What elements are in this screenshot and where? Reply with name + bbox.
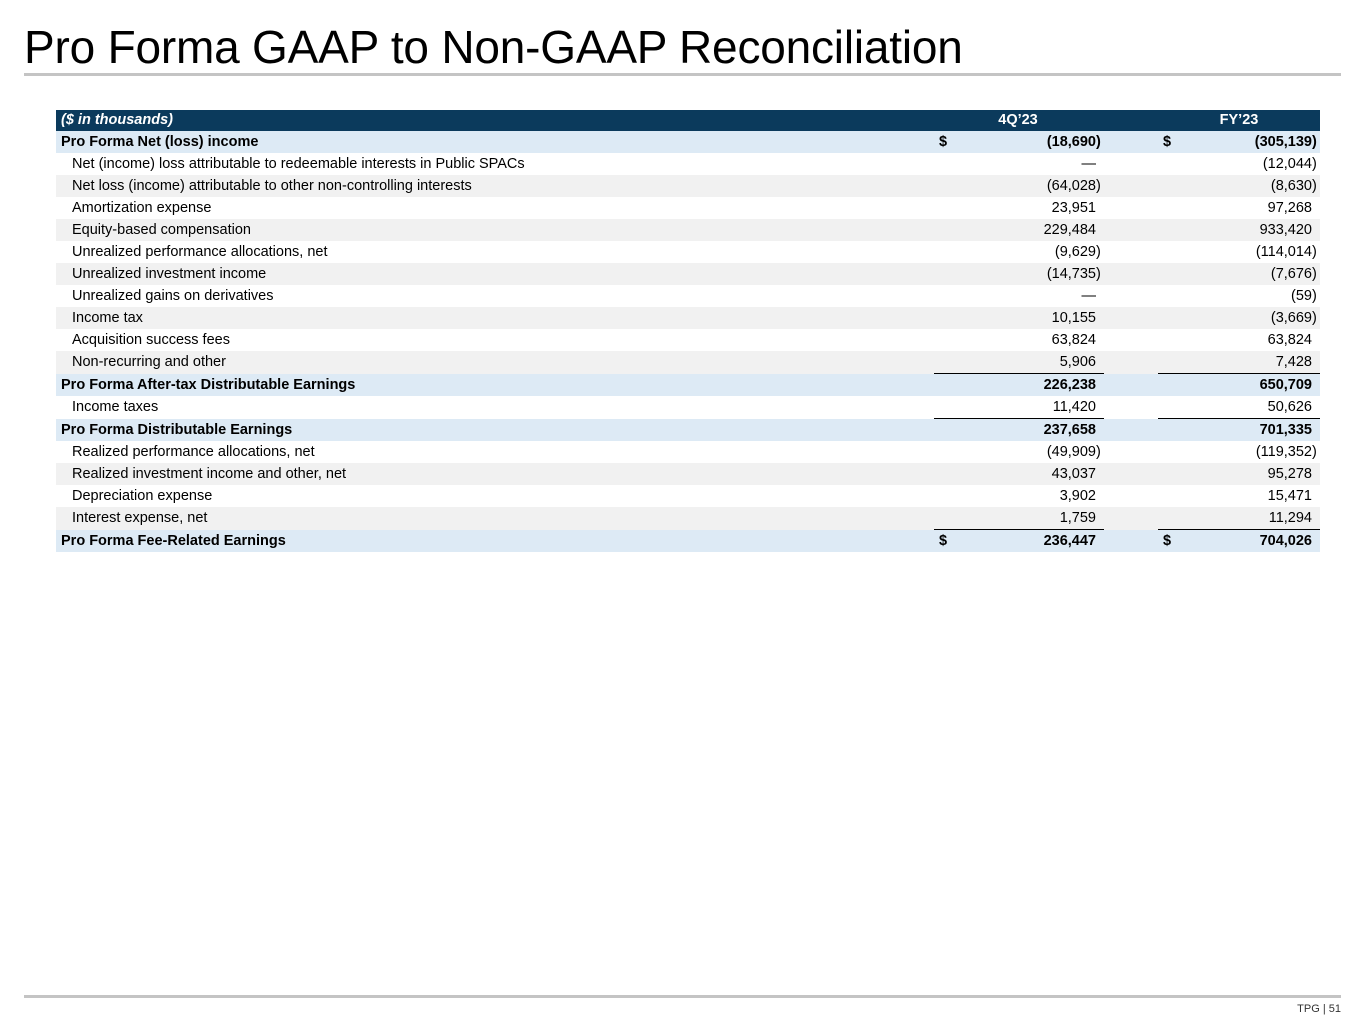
value-4q23: 10,155 xyxy=(1051,310,1096,326)
value-4q23: — xyxy=(1081,156,1096,172)
spacer xyxy=(1104,396,1158,419)
currency-symbol-fy23 xyxy=(1158,175,1188,197)
paren-4q23: ) xyxy=(1096,266,1101,282)
paren-fy23 xyxy=(1312,463,1320,485)
table-row xyxy=(56,329,1320,351)
paren-4q23 xyxy=(1096,507,1104,530)
spacer xyxy=(1104,131,1158,153)
table-row xyxy=(56,175,1320,197)
value-fy23: 650,709 xyxy=(1259,377,1312,393)
table-row xyxy=(56,263,1320,285)
value-4q23: (49,909 xyxy=(1046,444,1096,460)
value-fy23: 7,428 xyxy=(1188,351,1312,374)
spacer xyxy=(1104,485,1158,507)
currency-symbol-4q23 xyxy=(934,263,964,285)
value-4q23: (64,028 xyxy=(1046,178,1096,194)
value-fy23: 933,420 xyxy=(1259,222,1312,238)
value-4q23: (9,629 xyxy=(1054,244,1096,260)
currency-symbol-4q23 xyxy=(934,419,964,442)
table-row xyxy=(56,463,1320,485)
value-fy23: 15,471 xyxy=(1267,488,1312,504)
paren-fy23: ) xyxy=(1312,288,1317,304)
value-4q23: 5,906 xyxy=(964,351,1096,374)
spacer xyxy=(1104,285,1158,307)
header-col-fy23: FY’23 xyxy=(1219,112,1259,128)
row-label: Unrealized investment income xyxy=(72,266,267,282)
currency-symbol-4q23 xyxy=(934,463,964,485)
currency-symbol-4q23 xyxy=(934,374,964,397)
paren-4q23: ) xyxy=(1096,444,1101,460)
currency-symbol-4q23: $ xyxy=(939,134,948,150)
currency-symbol-4q23 xyxy=(934,241,964,263)
row-label: Acquisition success fees xyxy=(72,332,230,348)
value-fy23: 97,268 xyxy=(1267,200,1312,216)
spacer xyxy=(1104,441,1158,463)
table-row xyxy=(56,241,1320,263)
row-label: Net loss (income) attributable to other non-controlling interests xyxy=(72,178,472,194)
currency-symbol-4q23 xyxy=(934,351,964,374)
value-4q23: 11,420 xyxy=(964,396,1096,419)
currency-symbol-fy23 xyxy=(1158,485,1188,507)
value-fy23: (12,044 xyxy=(1262,156,1312,172)
page-title: Pro Forma GAAP to Non-GAAP Reconciliation xyxy=(24,21,963,73)
paren-fy23 xyxy=(1312,374,1320,397)
paren-4q23 xyxy=(1096,285,1104,307)
value-4q23: 1,759 xyxy=(964,507,1096,530)
spacer xyxy=(1104,507,1158,530)
table-row xyxy=(56,396,1320,419)
row-label: Income taxes xyxy=(72,399,159,416)
row-label: Pro Forma Distributable Earnings xyxy=(61,421,293,438)
paren-fy23: ) xyxy=(1312,310,1317,326)
paren-4q23 xyxy=(1096,351,1104,374)
paren-fy23 xyxy=(1312,507,1320,530)
paren-4q23 xyxy=(1096,374,1104,397)
paren-4q23 xyxy=(1096,530,1104,553)
paren-4q23: ) xyxy=(1096,244,1101,260)
currency-symbol-4q23 xyxy=(934,219,964,241)
table-row xyxy=(56,530,1320,553)
table-row xyxy=(56,153,1320,175)
currency-symbol-fy23 xyxy=(1158,197,1188,219)
currency-symbol-4q23 xyxy=(934,197,964,219)
title-divider xyxy=(24,73,1341,76)
currency-symbol-4q23 xyxy=(934,153,964,175)
currency-symbol-4q23 xyxy=(934,175,964,197)
value-fy23: (3,669 xyxy=(1270,310,1312,326)
currency-symbol-fy23: $ xyxy=(1163,134,1172,150)
value-fy23: (7,676 xyxy=(1270,266,1312,282)
paren-fy23: ) xyxy=(1312,134,1317,150)
paren-4q23 xyxy=(1096,329,1104,351)
paren-4q23 xyxy=(1096,307,1104,329)
currency-symbol-4q23 xyxy=(934,307,964,329)
spacer xyxy=(1104,307,1158,329)
table-row xyxy=(56,441,1320,463)
value-fy23: (305,139 xyxy=(1254,134,1312,150)
table-row xyxy=(56,419,1320,442)
paren-fy23 xyxy=(1312,396,1320,419)
value-fy23: (8,630 xyxy=(1270,178,1312,194)
row-label: Income tax xyxy=(72,310,143,326)
currency-symbol-fy23 xyxy=(1158,396,1188,419)
table-row xyxy=(56,485,1320,507)
currency-symbol-fy23 xyxy=(1158,241,1188,263)
row-label: Non-recurring and other xyxy=(72,354,226,371)
row-label: Pro Forma Net (loss) income xyxy=(61,134,259,150)
currency-symbol-fy23 xyxy=(1158,351,1188,374)
value-fy23: 50,626 xyxy=(1188,396,1312,419)
table-body xyxy=(56,131,1320,552)
spacer xyxy=(1104,219,1158,241)
value-4q23: 3,902 xyxy=(1059,488,1096,504)
spacer xyxy=(1104,153,1158,175)
paren-fy23: ) xyxy=(1312,266,1317,282)
row-label: Unrealized gains on derivatives xyxy=(72,288,274,304)
value-4q23: (14,735 xyxy=(1046,266,1096,282)
row-label: Amortization expense xyxy=(72,200,212,216)
value-4q23: 229,484 xyxy=(1043,222,1096,238)
currency-symbol-4q23 xyxy=(934,485,964,507)
value-4q23: (18,690 xyxy=(1046,134,1096,150)
value-fy23: 704,026 xyxy=(1259,533,1312,549)
currency-symbol-4q23 xyxy=(934,396,964,419)
spacer xyxy=(1104,197,1158,219)
header-col-4q23: 4Q’23 xyxy=(998,112,1038,128)
row-label: Realized investment income and other, net xyxy=(72,466,347,482)
paren-fy23 xyxy=(1312,530,1320,553)
spacer xyxy=(1104,175,1158,197)
page-number: TPG | 51 xyxy=(1297,1003,1341,1015)
spacer xyxy=(1104,463,1158,485)
paren-4q23 xyxy=(1096,396,1104,419)
currency-symbol-fy23 xyxy=(1158,329,1188,351)
currency-symbol-fy23 xyxy=(1158,153,1188,175)
table-row xyxy=(56,197,1320,219)
currency-symbol-fy23 xyxy=(1158,441,1188,463)
row-label: Net (income) loss attributable to redeemable interests in Public SPACs xyxy=(72,156,525,172)
paren-fy23: ) xyxy=(1312,444,1317,460)
paren-fy23 xyxy=(1312,351,1320,374)
footer-divider xyxy=(24,995,1341,998)
table-row xyxy=(56,507,1320,530)
paren-fy23: ) xyxy=(1312,244,1317,260)
spacer xyxy=(1104,374,1158,397)
table-row xyxy=(56,374,1320,397)
currency-symbol-4q23 xyxy=(934,285,964,307)
table-header-row xyxy=(56,110,1320,131)
spacer xyxy=(1104,241,1158,263)
row-label: Depreciation expense xyxy=(72,488,213,504)
table-row xyxy=(56,131,1320,153)
spacer xyxy=(1104,419,1158,442)
value-4q23: 226,238 xyxy=(1043,377,1096,393)
currency-symbol-fy23 xyxy=(1158,219,1188,241)
value-4q23: 63,824 xyxy=(1051,332,1096,348)
currency-symbol-4q23 xyxy=(934,441,964,463)
currency-symbol-fy23 xyxy=(1158,419,1188,442)
value-fy23: 11,294 xyxy=(1188,507,1312,530)
row-label: Unrealized performance allocations, net xyxy=(72,244,328,260)
value-fy23: 701,335 xyxy=(1259,422,1312,438)
value-fy23: (114,014 xyxy=(1255,244,1312,260)
spacer xyxy=(1104,263,1158,285)
table-row xyxy=(56,351,1320,374)
paren-fy23 xyxy=(1312,329,1320,351)
table-row xyxy=(56,219,1320,241)
paren-fy23: ) xyxy=(1312,178,1317,194)
paren-4q23 xyxy=(1096,419,1104,442)
value-4q23: 236,447 xyxy=(1043,533,1096,549)
value-4q23: 23,951 xyxy=(1051,200,1096,216)
spacer xyxy=(1104,351,1158,374)
currency-symbol-fy23: $ xyxy=(1163,533,1172,549)
currency-symbol-4q23 xyxy=(934,507,964,530)
row-label: Realized performance allocations, net xyxy=(72,444,315,460)
header-units-label: ($ in thousands) xyxy=(61,112,173,128)
value-4q23: 237,658 xyxy=(1043,422,1096,438)
paren-4q23 xyxy=(1096,153,1104,175)
row-label: Pro Forma Fee-Related Earnings xyxy=(61,532,286,549)
reconciliation-table xyxy=(56,110,1320,552)
currency-symbol-4q23 xyxy=(934,329,964,351)
currency-symbol-fy23 xyxy=(1158,463,1188,485)
table-row xyxy=(56,307,1320,329)
spacer xyxy=(1104,329,1158,351)
value-fy23: 63,824 xyxy=(1267,332,1312,348)
paren-fy23 xyxy=(1312,485,1320,507)
value-4q23: 43,037 xyxy=(1051,466,1096,482)
paren-4q23: ) xyxy=(1096,134,1101,150)
paren-fy23 xyxy=(1312,419,1320,442)
paren-4q23 xyxy=(1096,485,1104,507)
table-row xyxy=(56,285,1320,307)
value-fy23: (119,352 xyxy=(1255,444,1312,460)
value-fy23: (59 xyxy=(1291,288,1312,304)
spacer xyxy=(1104,530,1158,553)
paren-4q23: ) xyxy=(1096,178,1101,194)
currency-symbol-4q23: $ xyxy=(939,533,948,549)
value-fy23: 95,278 xyxy=(1267,466,1312,482)
row-label: Pro Forma After-tax Distributable Earnings xyxy=(61,376,356,393)
paren-fy23 xyxy=(1312,219,1320,241)
currency-symbol-fy23 xyxy=(1158,285,1188,307)
paren-4q23 xyxy=(1096,463,1104,485)
currency-symbol-fy23 xyxy=(1158,263,1188,285)
paren-4q23 xyxy=(1096,219,1104,241)
paren-4q23 xyxy=(1096,197,1104,219)
currency-symbol-fy23 xyxy=(1158,374,1188,397)
currency-symbol-fy23 xyxy=(1158,507,1188,530)
currency-symbol-fy23 xyxy=(1158,307,1188,329)
row-label: Equity-based compensation xyxy=(72,222,251,238)
paren-fy23: ) xyxy=(1312,156,1317,172)
paren-fy23 xyxy=(1312,197,1320,219)
value-4q23: — xyxy=(1081,288,1096,304)
row-label: Interest expense, net xyxy=(72,510,208,527)
